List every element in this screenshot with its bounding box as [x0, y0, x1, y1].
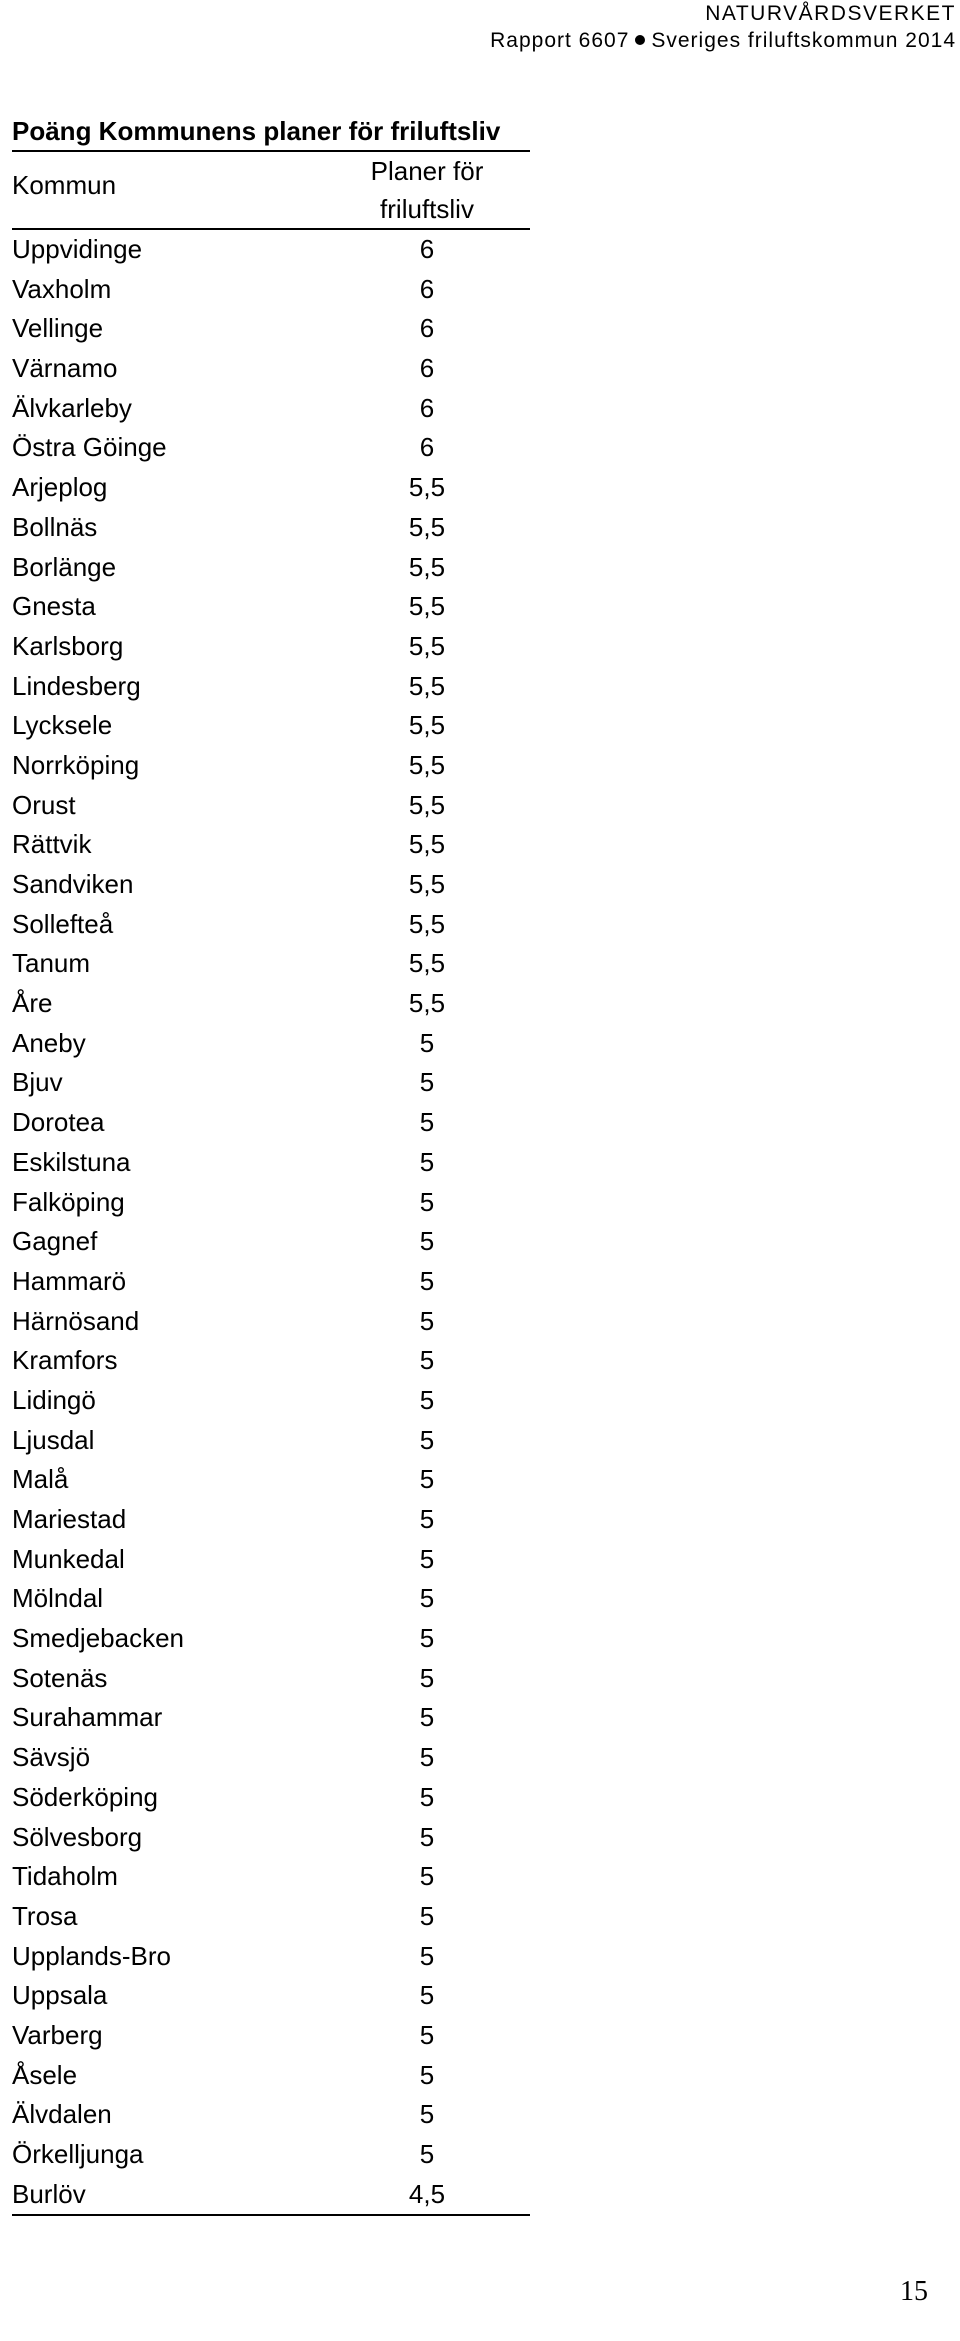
- planer-score: 5: [419, 1186, 435, 1217]
- table-row: [12, 2016, 530, 2056]
- table-row: [12, 944, 530, 984]
- table-row: [12, 1341, 530, 1381]
- planer-score: 5: [419, 1464, 435, 1495]
- planer-score: 5,5: [408, 591, 446, 622]
- planer-score: 5: [419, 1821, 435, 1852]
- table-row: [12, 1222, 530, 1262]
- planer-score: 5,5: [408, 988, 446, 1019]
- kommun-name: Karlsborg: [12, 630, 124, 661]
- kommun-name: Trosa: [12, 1900, 78, 1931]
- column-header-planer: [342, 152, 512, 228]
- kommun-name: Älvkarleby: [12, 392, 132, 423]
- table-row: [12, 865, 530, 905]
- planer-score: 5: [419, 1623, 435, 1654]
- report-line: [490, 27, 956, 54]
- report-number: Rapport 6607: [490, 29, 630, 52]
- planer-score: 5,5: [408, 789, 446, 820]
- planer-score: 5,5: [408, 948, 446, 979]
- table-row: [12, 468, 530, 508]
- kommun-name: Uppvidinge: [12, 234, 143, 264]
- planer-score: 5: [419, 1861, 435, 1892]
- table-row: [12, 1143, 530, 1183]
- table-title: Poäng Kommunens planer för friluftsliv: [12, 112, 530, 152]
- kommun-name: Tanum: [12, 948, 91, 979]
- planer-score: 5,5: [408, 670, 446, 701]
- kommun-name: Lindesberg: [12, 670, 141, 701]
- kommun-name: Burlöv: [12, 2178, 86, 2209]
- planer-score: 5: [419, 1980, 435, 2011]
- table-row: [12, 2095, 530, 2135]
- table-row: [12, 1818, 530, 1858]
- table-row: [12, 746, 530, 786]
- planer-score: 5: [419, 1781, 435, 1812]
- table-row: [12, 2175, 530, 2215]
- kommun-name: Örkelljunga: [12, 2139, 144, 2169]
- kommun-name: Falköping: [12, 1186, 125, 1217]
- kommun-name: Åsele: [12, 2059, 78, 2090]
- planer-score: 5: [419, 1305, 435, 1336]
- kommun-name: Sölvesborg: [12, 1821, 143, 1852]
- planer-score: 5: [419, 1027, 435, 1058]
- table-row: [12, 508, 530, 548]
- kommun-name: Ljusdal: [12, 1424, 95, 1455]
- planer-score: 5: [419, 1583, 435, 1614]
- table-row: [12, 786, 530, 826]
- table-row: [12, 309, 530, 349]
- kommun-name: Mölndal: [12, 1583, 104, 1614]
- kommun-name: Åre: [12, 988, 53, 1019]
- table-row: [12, 1024, 530, 1064]
- table-row: [12, 1302, 530, 1342]
- table-row: [12, 2056, 530, 2096]
- planer-score: 5,5: [408, 829, 446, 860]
- table-row: [12, 667, 530, 707]
- kommun-name: Eskilstuna: [12, 1146, 131, 1177]
- planer-score: 5: [419, 1742, 435, 1773]
- planer-score: 6: [419, 313, 435, 344]
- planer-score: 5: [419, 1940, 435, 1971]
- kommun-name: Tidaholm: [12, 1861, 118, 1892]
- kommun-name: Lidingö: [12, 1384, 96, 1415]
- column-header-kommun: Kommun: [12, 170, 117, 200]
- planer-score: 5: [419, 1265, 435, 1296]
- page-header: [490, 0, 956, 54]
- kommun-name: Varberg: [12, 2019, 103, 2050]
- planer-score: 5: [419, 1226, 435, 1257]
- table-row: [12, 1500, 530, 1540]
- column-header-planer-line1: Planer för: [370, 156, 484, 186]
- table-body: [12, 230, 530, 2216]
- table-row: [12, 1262, 530, 1302]
- kommun-name: Sandviken: [12, 869, 134, 899]
- table-header-row: [12, 152, 530, 230]
- planer-score: 5: [419, 1504, 435, 1534]
- kommun-name: Härnösand: [12, 1305, 140, 1336]
- org-name: NATURVÅRDSVERKET: [705, 2, 956, 25]
- planer-score: 6: [419, 432, 435, 463]
- report-title: Sveriges friluftskommun 2014: [651, 29, 956, 52]
- planer-score: 5: [419, 1662, 435, 1693]
- planer-score: 5: [419, 1067, 435, 1098]
- table-row: [12, 1738, 530, 1778]
- table-row: [12, 1659, 530, 1699]
- table-row: [12, 428, 530, 468]
- kommun-name: Sotenäs: [12, 1662, 108, 1693]
- planer-score: 5,5: [408, 869, 446, 899]
- kommun-name: Sävsjö: [12, 1742, 91, 1773]
- planer-score: 5,5: [408, 710, 446, 741]
- table-row: [12, 2135, 530, 2175]
- planer-score: 5: [419, 1345, 435, 1376]
- kommun-name: Aneby: [12, 1027, 86, 1058]
- planer-score: 5,5: [408, 511, 446, 542]
- kommun-name: Sollefteå: [12, 908, 114, 939]
- kommun-name: Gnesta: [12, 591, 96, 622]
- kommun-name: Borlänge: [12, 551, 117, 582]
- planer-score: 5: [419, 1543, 435, 1574]
- kommun-name: Malå: [12, 1464, 69, 1495]
- table-row: [12, 1579, 530, 1619]
- page-number: 15: [900, 2276, 928, 2307]
- planer-score: 5: [419, 1384, 435, 1415]
- kommun-name: Gagnef: [12, 1226, 98, 1257]
- kommun-name: Rättvik: [12, 829, 92, 860]
- table-row: [12, 1183, 530, 1223]
- kommun-name: Lycksele: [12, 710, 113, 741]
- kommun-name: Värnamo: [12, 353, 118, 384]
- planer-score: 5: [419, 1702, 435, 1733]
- planer-score: 5,5: [408, 472, 446, 503]
- kommun-name: Vellinge: [12, 313, 104, 344]
- table-row: [12, 1698, 530, 1738]
- planer-score: 5,5: [408, 551, 446, 582]
- table-row: [12, 1103, 530, 1143]
- table-row: [12, 1460, 530, 1500]
- kommun-name: Arjeplog: [12, 472, 108, 503]
- planer-score: 6: [419, 392, 435, 423]
- planer-score: 5,5: [408, 630, 446, 661]
- kommun-name: Smedjebacken: [12, 1623, 184, 1654]
- planer-score: 5,5: [408, 749, 446, 780]
- kommun-name: Vaxholm: [12, 273, 112, 304]
- table-row: [12, 627, 530, 667]
- planer-score: 6: [419, 234, 435, 264]
- table-row: [12, 1540, 530, 1580]
- kommun-name: Bjuv: [12, 1067, 63, 1098]
- table-row: [12, 230, 530, 270]
- table-row: [12, 706, 530, 746]
- kommun-name: Bollnäs: [12, 511, 98, 542]
- kommun-name: Söderköping: [12, 1781, 158, 1812]
- table-row: [12, 984, 530, 1024]
- table-row: [12, 1937, 530, 1977]
- kommun-name: Kramfors: [12, 1345, 118, 1376]
- table-row: [12, 1778, 530, 1818]
- table-row: [12, 1381, 530, 1421]
- table-row: [12, 905, 530, 945]
- planer-score: 5: [419, 2019, 435, 2050]
- table-row: [12, 270, 530, 310]
- planer-score: 5: [419, 2139, 435, 2169]
- table-row: [12, 389, 530, 429]
- kommun-name: Orust: [12, 789, 76, 820]
- kommun-name: Östra Göinge: [12, 432, 167, 463]
- table-row: [12, 548, 530, 588]
- planer-score: 5: [419, 2059, 435, 2090]
- score-table: [12, 112, 530, 2216]
- planer-score: 6: [419, 273, 435, 304]
- kommun-name: Uppsala: [12, 1980, 108, 2011]
- planer-score: 6: [419, 353, 435, 384]
- column-header-planer-line2: friluftsliv: [380, 194, 474, 224]
- table-row: [12, 349, 530, 389]
- kommun-name: Hammarö: [12, 1265, 127, 1296]
- table-row: [12, 1063, 530, 1103]
- table-row: [12, 587, 530, 627]
- kommun-name: Surahammar: [12, 1702, 163, 1733]
- table-row: [12, 1619, 530, 1659]
- planer-score: 5,5: [408, 908, 446, 939]
- kommun-name: Norrköping: [12, 749, 140, 780]
- table-row: [12, 1897, 530, 1937]
- bullet-icon: [635, 35, 645, 45]
- planer-score: 5: [419, 1107, 435, 1138]
- table-row: [12, 825, 530, 865]
- kommun-name: Upplands-Bro: [12, 1940, 171, 1971]
- planer-score: 5: [419, 1146, 435, 1177]
- kommun-name: Mariestad: [12, 1504, 127, 1534]
- table-row: [12, 1976, 530, 2016]
- table-row: [12, 1857, 530, 1897]
- planer-score: 4,5: [408, 2178, 446, 2209]
- planer-score: 5: [419, 2099, 435, 2130]
- kommun-name: Älvdalen: [12, 2099, 112, 2130]
- kommun-name: Dorotea: [12, 1107, 105, 1138]
- table-row: [12, 1421, 530, 1461]
- planer-score: 5: [419, 1900, 435, 1931]
- kommun-name: Munkedal: [12, 1543, 125, 1574]
- planer-score: 5: [419, 1424, 435, 1455]
